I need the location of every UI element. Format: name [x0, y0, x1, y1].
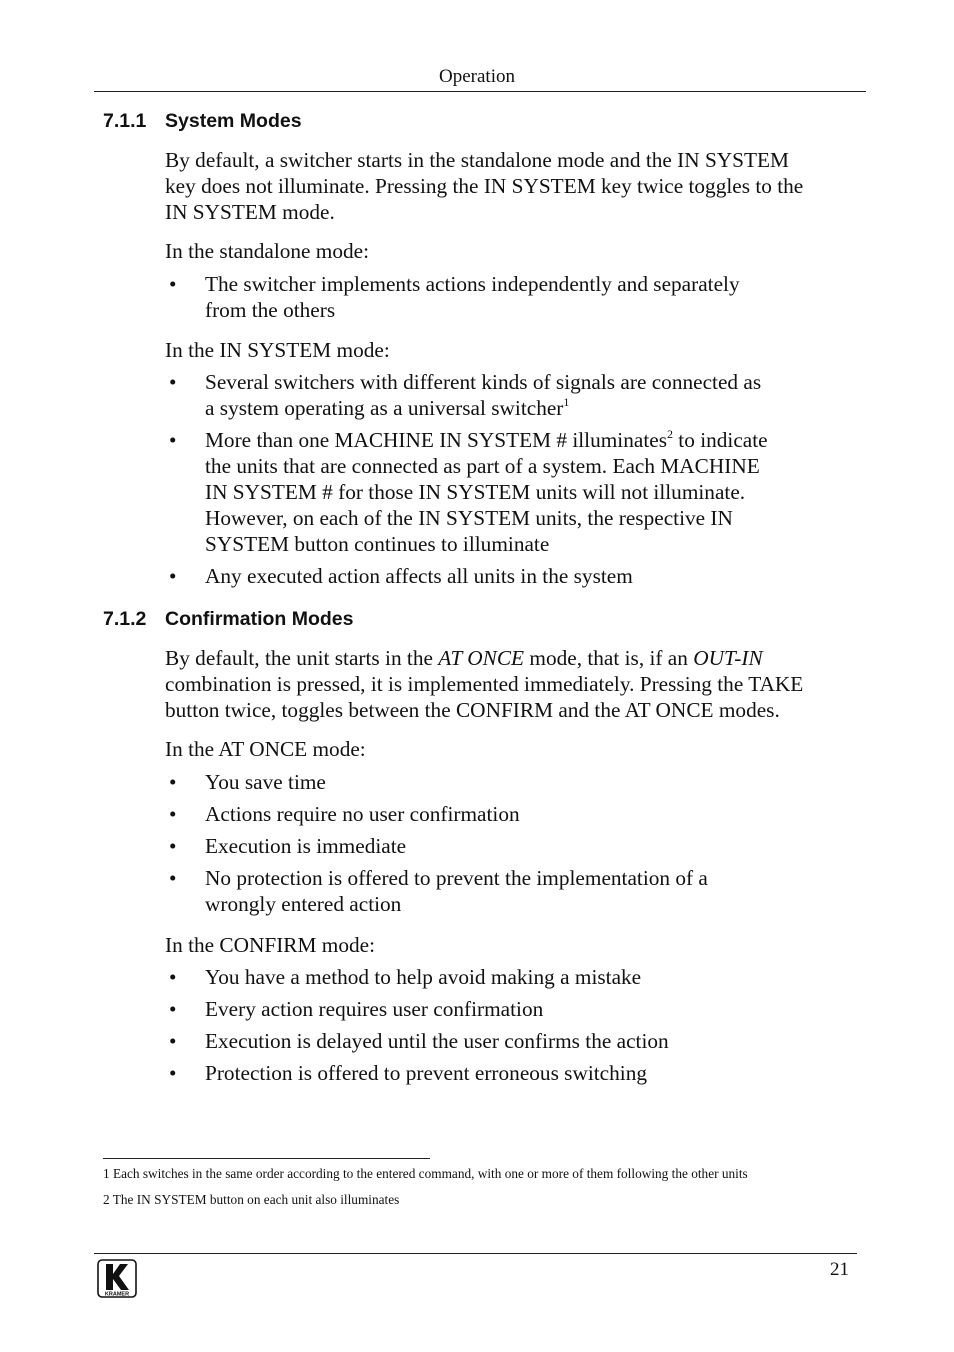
bullet-icon: • — [169, 965, 177, 989]
standalone-bullet-list — [165, 271, 865, 329]
intro-line: key does not illuminate. Pressing the IN SYSTEM key twice toggles to the — [165, 174, 804, 198]
bullet-line: wrongly entered action — [205, 892, 402, 916]
kramer-logo-icon — [97, 1259, 137, 1298]
bullet-line: the units that are connected as part of a system. Each MACHINE — [205, 454, 760, 478]
confirm-bullet-list — [165, 964, 865, 1092]
confirm-mode-label: In the CONFIRM mode: — [165, 933, 376, 957]
bullet-line: The switcher implements actions independently and separately — [205, 272, 740, 296]
footnote-ref: 1 — [563, 395, 570, 409]
footnote-divider — [103, 1158, 430, 1159]
section-number: 7.1.2 — [103, 608, 147, 630]
bullet-line: to indicate — [672, 428, 768, 452]
bullet-line: Actions require no user confirmation — [205, 802, 520, 826]
bullet-icon: • — [169, 272, 177, 296]
bullet-icon: • — [169, 834, 177, 858]
list-item — [165, 833, 865, 859]
footnote-2: 2 The IN SYSTEM button on each unit also illuminates — [103, 1192, 400, 1207]
list-item — [165, 271, 865, 323]
running-header: Operation — [439, 66, 515, 87]
list-item — [165, 996, 865, 1022]
section-title: Confirmation Modes — [165, 608, 354, 630]
intro-line: By default, a switcher starts in the standalone mode and the IN SYSTEM — [165, 148, 789, 172]
confirmation-modes-intro — [165, 645, 865, 723]
bullet-line: SYSTEM button continues to illuminate — [205, 532, 550, 556]
bullet-line: More than one MACHINE IN SYSTEM # illuminates — [205, 428, 667, 452]
bullet-line: Several switchers with different kinds of signals are connected as — [205, 370, 762, 394]
bullet-line: IN SYSTEM # for those IN SYSTEM units will not illuminate. — [205, 480, 746, 504]
bullet-line: a system operating as a universal switcher — [205, 396, 564, 420]
list-item — [165, 865, 865, 917]
list-item — [165, 801, 865, 827]
intro-line: button twice, toggles between the CONFIRM and the AT ONCE modes. — [165, 698, 780, 722]
bullet-line: Protection is offered to prevent erroneous switching — [205, 1061, 647, 1085]
list-item — [165, 964, 865, 990]
system-modes-intro — [165, 147, 865, 225]
bullet-icon: • — [169, 564, 177, 588]
at-once-term: AT ONCE — [438, 646, 525, 670]
intro-text: By default, the unit starts in the — [165, 646, 439, 670]
list-item — [165, 1060, 865, 1086]
section-heading-7-1-2 — [103, 608, 354, 631]
bullet-icon: • — [169, 428, 177, 452]
page-number: 21 — [830, 1259, 849, 1280]
intro-line: combination is pressed, it is implemented immediately. Pressing the TAKE — [165, 672, 804, 696]
bullet-line: Execution is immediate — [205, 834, 407, 858]
section-number: 7.1.1 — [103, 110, 147, 132]
bullet-icon: • — [169, 997, 177, 1021]
bullet-icon: • — [169, 1029, 177, 1053]
in-system-bullet-list — [165, 369, 865, 595]
at-once-mode-label: In the AT ONCE mode: — [165, 737, 366, 761]
footer-divider — [94, 1253, 857, 1254]
list-item — [165, 563, 865, 589]
section-heading-7-1-1 — [103, 110, 302, 133]
out-in-term: OUT-IN — [693, 646, 763, 670]
list-item — [165, 769, 865, 795]
list-item — [165, 1028, 865, 1054]
intro-text: mode, that is, if an — [524, 646, 694, 670]
intro-line: IN SYSTEM mode. — [165, 200, 335, 224]
section-title: System Modes — [165, 110, 302, 132]
list-item — [165, 427, 865, 557]
bullet-icon: • — [169, 1061, 177, 1085]
bullet-line: No protection is offered to prevent the implementation of a — [205, 866, 708, 890]
footnote-ref: 2 — [666, 427, 673, 441]
in-system-mode-label: In the IN SYSTEM mode: — [165, 338, 390, 362]
bullet-line: from the others — [205, 298, 336, 322]
bullet-icon: • — [169, 370, 177, 394]
bullet-line: You have a method to help avoid making a mistake — [205, 965, 642, 989]
bullet-icon: • — [169, 770, 177, 794]
bullet-line: Execution is delayed until the user confirms the action — [205, 1029, 669, 1053]
logo-text: KRAMER — [104, 1291, 130, 1298]
bullet-line: However, on each of the IN SYSTEM units, the respective IN — [205, 506, 733, 530]
bullet-icon: • — [169, 802, 177, 826]
bullet-icon: • — [169, 866, 177, 890]
at-once-bullet-list — [165, 769, 865, 923]
list-item — [165, 369, 865, 421]
standalone-mode-label: In the standalone mode: — [165, 239, 370, 263]
bullet-line: You save time — [205, 770, 326, 794]
bullet-line: Every action requires user confirmation — [205, 997, 544, 1021]
header-divider — [94, 91, 866, 92]
footnote-1: 1 Each switches in the same order according to the entered command, with one or more of them following the other units — [103, 1166, 748, 1181]
bullet-line: Any executed action affects all units in the system — [205, 564, 633, 588]
